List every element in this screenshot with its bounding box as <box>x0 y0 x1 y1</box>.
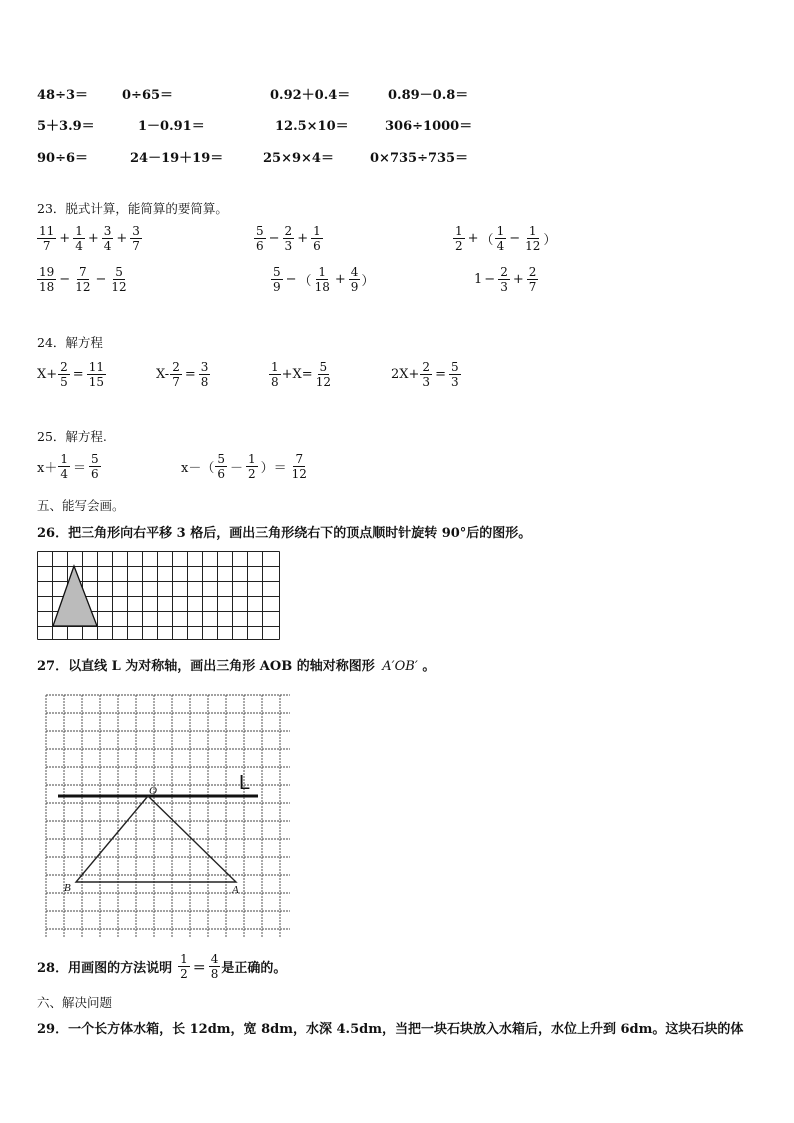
title-math: A′OB′ <box>382 659 418 674</box>
fraction: $\frac{4}{9}$ <box>350 265 359 294</box>
q25-eq-1: x＋ $\frac{1}{4}$ ＝ $\frac{5}{6}$ <box>37 452 99 481</box>
q24-eq-4: 2X+ $\frac{2}{3}$ = $\frac{5}{3}$ <box>391 360 459 389</box>
fraction: $\frac{5}{6}$ <box>217 452 225 481</box>
fraction: $\frac{2}{3}$ <box>500 265 508 294</box>
question-24-title: 24．解方程 <box>37 335 103 350</box>
question-28: 28．用画图的方法说明 $\frac{1}{2}$ ＝ $\frac{4}{8}$ 是正确的。 <box>37 952 287 981</box>
oral-item: 0.89－0.8＝ <box>388 88 469 103</box>
section-5-heading: 五、能写会画。 <box>37 498 125 513</box>
fraction: $\frac{5}{9}$ <box>273 265 281 294</box>
fraction: $\frac{2}{7}$ <box>172 360 180 389</box>
oral-item: 90÷6＝ <box>37 151 89 166</box>
fraction: $\frac{1}{18}$ <box>314 265 330 294</box>
section-6-heading: 六、解决问题 <box>37 995 113 1010</box>
question-26-title: 26．把三角形向右平移 3 格后，画出三角形绕右下的顶点顺时针旋转 90°后的图形。 <box>37 526 532 541</box>
oral-item: 24－19＋19＝ <box>130 151 224 166</box>
fraction: $\frac{19}{18}$ <box>39 265 55 294</box>
q23-expr-2: $\frac{5}{6}$ − $\frac{2}{3}$ + $\frac{1}{6}$ <box>256 224 321 253</box>
fraction: $\frac{11}{7}$ <box>39 224 55 253</box>
q27-grid-figure <box>44 693 292 939</box>
fraction: $\frac{11}{15}$ <box>88 360 104 389</box>
label-L: L <box>239 772 251 794</box>
fraction: $\frac{3}{8}$ <box>200 360 209 389</box>
q23-expr-1: $\frac{11}{7}$ + $\frac{1}{4}$ + $\frac{3}{4}$ + $\frac{3}{7}$ <box>39 224 140 253</box>
fraction: $\frac{1}{12}$ <box>525 224 541 253</box>
question-23-title: 23．脱式计算，能简算的要简算。 <box>37 201 228 216</box>
q24-eq-3: $\frac{1}{8}$ +X= $\frac{5}{12}$ <box>271 360 331 389</box>
fraction: $\frac{5}{6}$ <box>256 224 264 253</box>
fraction: $\frac{5}{3}$ <box>450 360 459 389</box>
fraction: $\frac{1}{6}$ <box>313 224 321 253</box>
q24-eq-2: X- $\frac{2}{7}$ = $\frac{3}{8}$ <box>156 360 209 389</box>
q24-eq-1: X+ $\frac{2}{5}$ = $\frac{11}{15}$ <box>37 360 104 389</box>
oral-item: 0.92＋0.4＝ <box>270 88 351 103</box>
label-B: B <box>64 882 71 894</box>
fraction: $\frac{4}{8}$ <box>210 952 219 981</box>
oral-item: 0×735÷735＝ <box>370 151 469 166</box>
fraction: $\frac{1}{8}$ <box>271 360 279 389</box>
fraction: $\frac{2}{5}$ <box>60 360 68 389</box>
q25-eq-2: x－（ $\frac{5}{6}$ － $\frac{1}{2}$ ）＝ $\frac{7}{12}$ <box>181 452 307 481</box>
fraction: $\frac{1}{2}$ <box>455 224 463 253</box>
label-A: A <box>232 884 239 896</box>
fraction: $\frac{3}{4}$ <box>103 224 112 253</box>
oral-item: 1－0.91＝ <box>138 119 205 134</box>
oral-item: 48÷3＝ <box>37 88 89 103</box>
fraction: $\frac{1}{4}$ <box>75 224 83 253</box>
oral-item: 0÷65＝ <box>122 88 174 103</box>
fraction: $\frac{5}{6}$ <box>91 452 99 481</box>
fraction: $\frac{1}{4}$ <box>496 224 505 253</box>
fraction: $\frac{2}{3}$ <box>284 224 293 253</box>
fraction: $\frac{5}{12}$ <box>315 360 331 389</box>
oral-item: 5＋3.9＝ <box>37 119 95 134</box>
question-25-title: 25．解方程. <box>37 429 107 444</box>
fraction: $\frac{2}{7}$ <box>528 265 537 294</box>
fraction: $\frac{1}{2}$ <box>180 952 188 981</box>
oral-item: 25×9×4＝ <box>263 151 334 166</box>
q23-expr-4: $\frac{19}{18}$ − $\frac{7}{12}$ − $\frac{5}{12}$ <box>39 265 127 294</box>
oral-item: 306÷1000＝ <box>385 119 473 134</box>
label-O: O <box>149 785 157 797</box>
fraction: $\frac{1}{4}$ <box>60 452 68 481</box>
q23-expr-5: $\frac{5}{9}$ − （ $\frac{1}{18}$ + $\frac{4}{9}$ ） <box>273 265 375 294</box>
fraction: $\frac{5}{12}$ <box>111 265 127 294</box>
question-29: 29．一个长方体水箱，长 12dm，宽 8dm，水深 4.5dm，当把一块石块放入水箱后，水位上升到 6dm。这块石块的体 <box>37 1022 744 1037</box>
oral-item: 12.5×10＝ <box>275 119 349 134</box>
fraction: $\frac{2}{3}$ <box>422 360 431 389</box>
question-27-title: 27．以直线 L 为对称轴，画出三角形 AOB 的轴对称图形 A′OB′ 。 <box>37 659 436 674</box>
fraction: $\frac{3}{7}$ <box>132 224 140 253</box>
fraction: $\frac{1}{2}$ <box>248 452 256 481</box>
q23-expr-6: 1 − $\frac{2}{3}$ + $\frac{2}{7}$ <box>474 265 537 294</box>
fraction: $\frac{7}{12}$ <box>75 265 91 294</box>
fraction: $\frac{7}{12}$ <box>291 452 307 481</box>
q23-expr-3: $\frac{1}{2}$ + （ $\frac{1}{4}$ − $\frac{1}{12}$ ） <box>455 224 557 253</box>
q26-grid-figure <box>37 551 280 640</box>
